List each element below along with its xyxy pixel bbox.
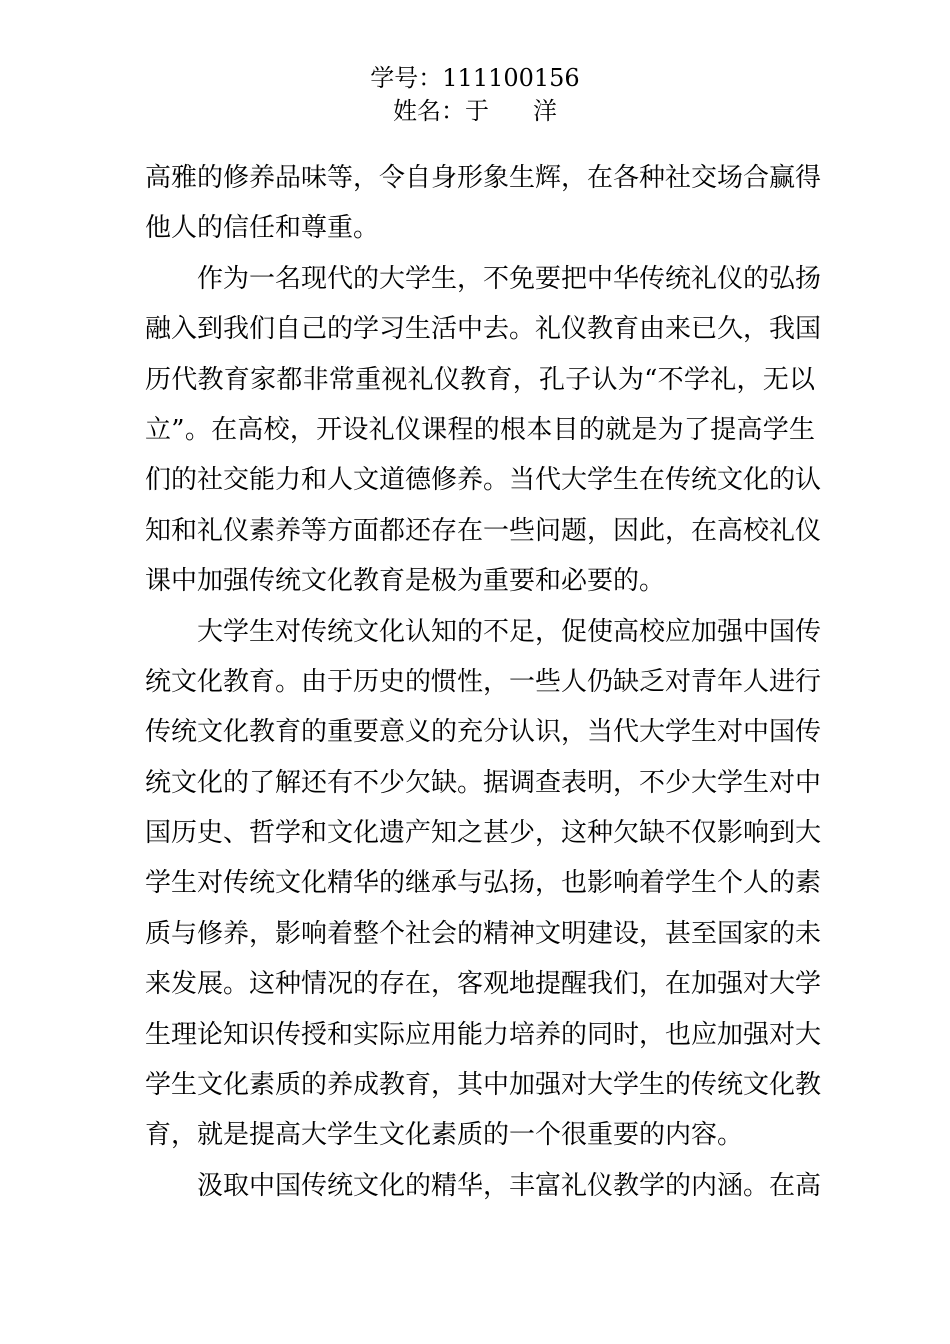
text-line: 立”。在高校，开设礼仪课程的根本目的就是为了提高学生 bbox=[145, 414, 815, 445]
text-line: 融入到我们自己的学习生活中去。礼仪教育由来已久，我国 bbox=[145, 314, 822, 345]
text-line: 学生文化素质的养成教育，其中加强对大学生的传统文化教 bbox=[145, 1070, 822, 1101]
text-line: 国历史、哲学和文化遗产知之甚少，这种欠缺不仅影响到大 bbox=[145, 818, 822, 849]
text-line: 学生对传统文化精华的继承与弘扬，也影响着学生个人的素 bbox=[145, 868, 822, 899]
text-line: 统文化教育。由于历史的惯性，一些人仍缺乏对青年人进行 bbox=[145, 666, 822, 697]
text-line: 高雅的修养品味等，令自身形象生辉，在各种社交场合赢得 bbox=[145, 163, 822, 193]
essay-body bbox=[145, 153, 822, 1211]
text-line: 质与修养，影响着整个社会的精神文明建设，甚至国家的未 bbox=[145, 918, 822, 949]
paragraph-start-line: 作为一名现代的大学生，不免要把中华传统礼仪的弘扬 bbox=[197, 263, 822, 294]
student-name-label: 姓名：于 bbox=[393, 97, 489, 125]
text-line: 育，就是提高大学生文化素质的一个很重要的内容。 bbox=[145, 1120, 744, 1151]
text-line: 来发展。这种情况的存在，客观地提醒我们，在加强对大学 bbox=[145, 969, 822, 1000]
student-id-text: 学号：111100156 bbox=[370, 64, 580, 92]
text-line: 课中加强传统文化教育是极为重要和必要的。 bbox=[145, 566, 666, 597]
student-id bbox=[0, 62, 950, 94]
text-line: 生理论知识传授和实际应用能力培养的同时，也应加强对大 bbox=[145, 1019, 822, 1050]
paragraph-start-line: 汲取中国传统文化的精华，丰富礼仪教学的内涵。在高 bbox=[197, 1170, 822, 1201]
text-line: 统文化的了解还有不少欠缺。据调查表明，不少大学生对中 bbox=[145, 767, 822, 798]
text-line: 历代教育家都非常重视礼仪教育，孔子认为“不学礼，无以 bbox=[145, 364, 815, 395]
paragraph-start-line: 大学生对传统文化认知的不足，促使高校应加强中国传 bbox=[197, 616, 822, 647]
text-line: 知和礼仪素养等方面都还存在一些问题，因此，在高校礼仪 bbox=[145, 515, 822, 546]
student-name bbox=[0, 95, 950, 127]
student-name-value: 洋 bbox=[533, 97, 557, 125]
text-line: 传统文化教育的重要意义的充分认识，当代大学生对中国传 bbox=[145, 717, 822, 748]
text-line: 们的社交能力和人文道德修养。当代大学生在传统文化的认 bbox=[145, 465, 822, 496]
text-line: 他人的信任和尊重。 bbox=[145, 213, 380, 244]
